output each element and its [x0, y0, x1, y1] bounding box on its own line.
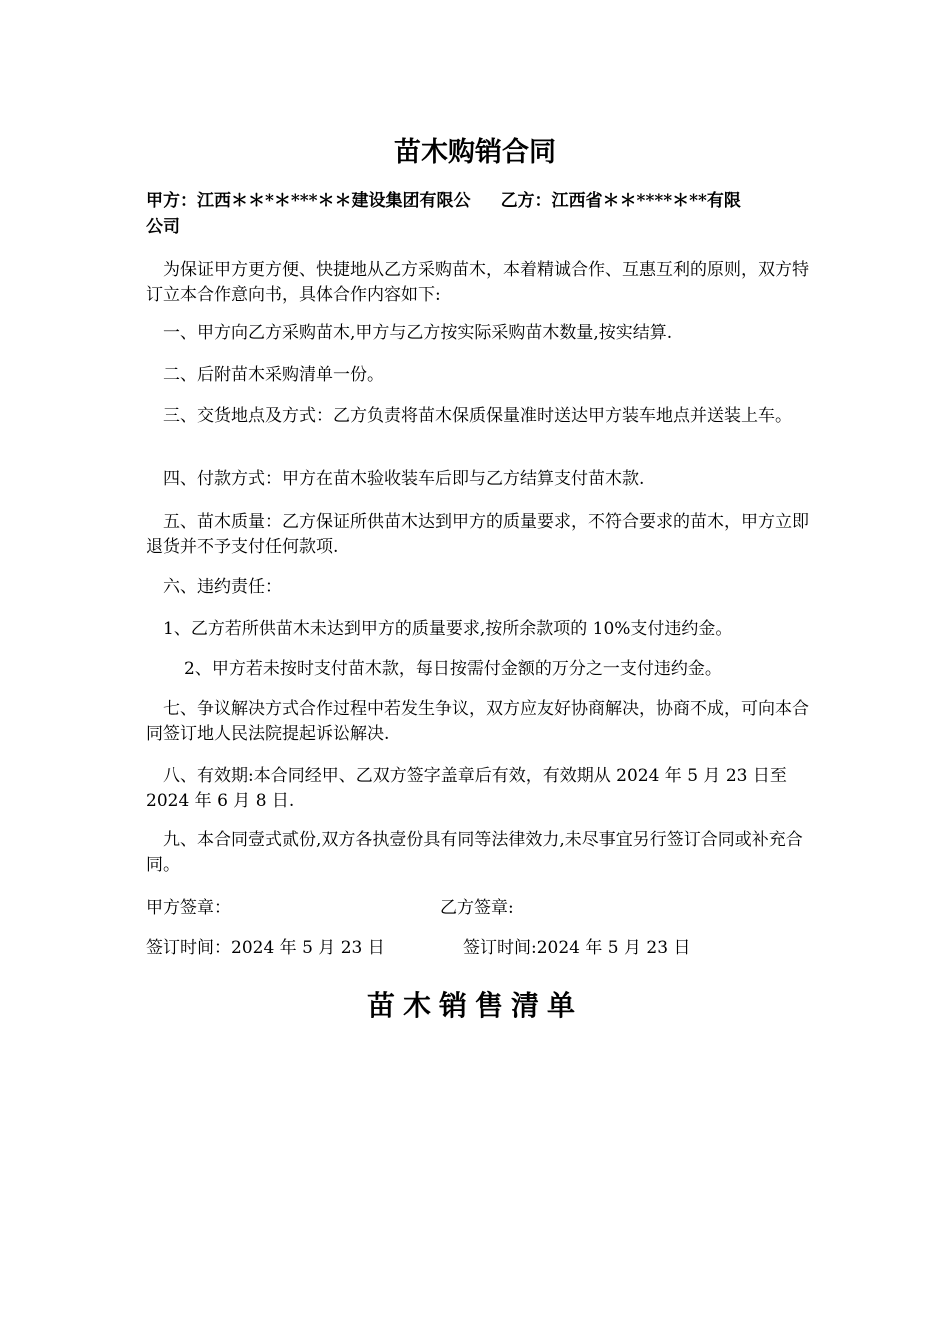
clause-6-item-1: 1、乙方若所供苗木未达到甲方的质量要求,按所余款项的 10%支付违约金。 [163, 619, 733, 639]
clause-2: 二、后附苗木采购清单一份。 [163, 365, 384, 385]
clause-4: 四、付款方式：甲方在苗木验收装车后即与乙方结算支付苗木款. [163, 469, 645, 489]
sales-list-title: 苗木销售清单 [366, 989, 583, 1022]
party-a: 甲方：江西＊＊*＊***＊＊建设集团有限公 [146, 191, 471, 211]
party-b-sign-date: 签订时间:2024 年 5 月 23 日 [463, 938, 691, 958]
clause-8: 八、有效期:本合同经甲、乙双方签字盖章后有效，有效期从 2024 年 5 月 23 日至 2024 年 6 月 8 日. [146, 766, 787, 811]
clause-6: 六、违约责任： [163, 577, 282, 597]
party-a-sign-date: 签订时间：2024 年 5 月 23 日 [146, 938, 385, 958]
contract-title: 苗木购销合同 [394, 137, 556, 168]
clause-7: 七、争议解决方式合作过程中若发生争议，双方应友好协商解决，协商不成，可向本合同签订地人民法院提起诉讼解决. [146, 699, 809, 744]
clause-5: 五、苗木质量：乙方保证所供苗木达到甲方的质量要求，不符合要求的苗木，甲方立即退货并不予支付任何款项. [146, 512, 809, 557]
clause-3: 三、交货地点及方式：乙方负责将苗木保质保量准时送达甲方装车地点并送装上车。 [163, 406, 792, 426]
parties-line [146, 188, 816, 240]
clause-6-item-2: 2、甲方若未按时支付苗木款，每日按需付金额的万分之一支付违约金。 [184, 659, 722, 679]
clause-1: 一、甲方向乙方采购苗木,甲方与乙方按实际采购苗木数量,按实结算. [163, 323, 673, 343]
clause-9: 九、本合同壹式贰份,双方各执壹份具有同等法律效力,未尽事宜另行签订合同或补充合同。 [146, 830, 803, 875]
party-a-signature-label: 甲方签章： [146, 898, 231, 918]
intro-paragraph: 为保证甲方更方便、快捷地从乙方采购苗木，本着精诚合作、互惠互利的原则，双方特订立本合作意向书，具体合作内容如下: [146, 260, 809, 305]
party-b-signature-label: 乙方签章: [440, 898, 514, 918]
party-b: 乙方：江西省＊＊****＊**有限 [500, 191, 741, 211]
party-b-continued: 公司 [146, 217, 180, 237]
